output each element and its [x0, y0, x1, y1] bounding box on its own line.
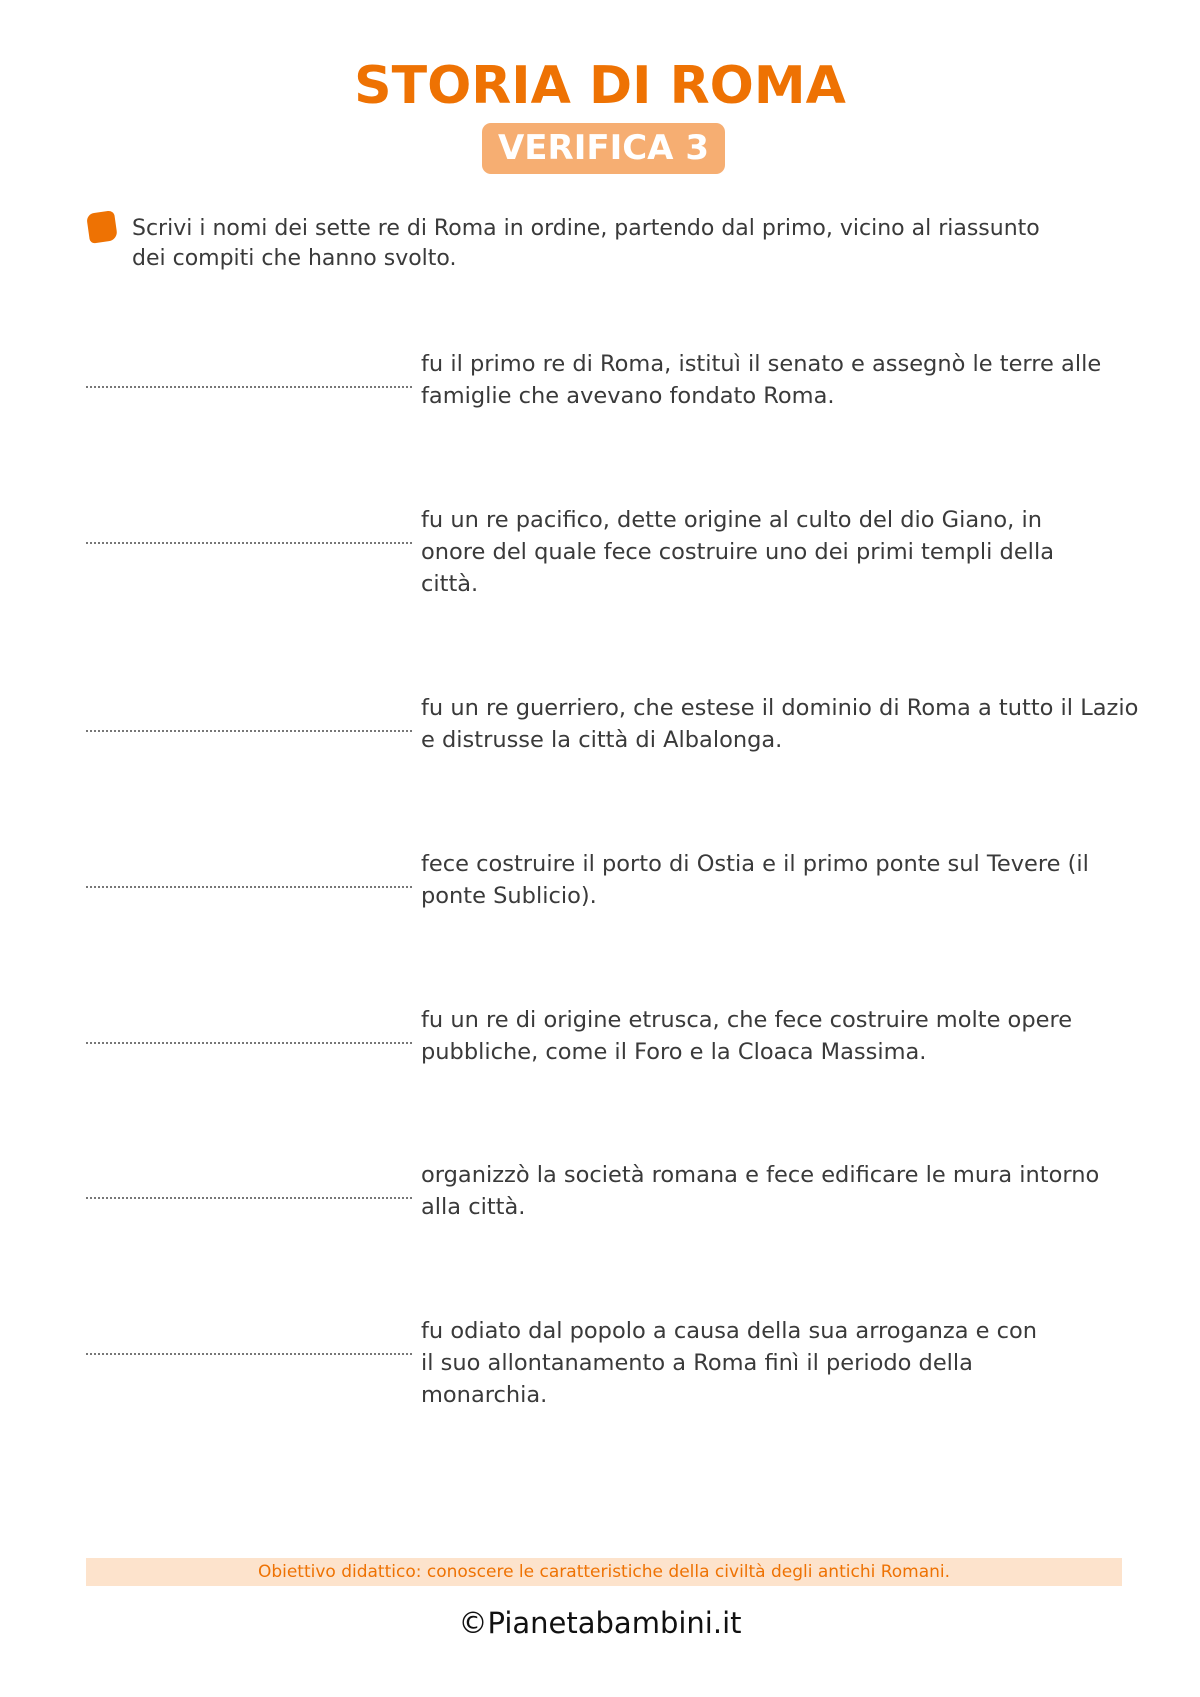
item-description: fu odiato dal popolo a causa della sua arroganza e con il suo allontanamento a Roma finì il periodo della monarchia. — [421, 1318, 1038, 1408]
item-description: fece costruire il porto di Ostia e il primo ponte sul Tevere (il ponte Sublicio). — [421, 851, 1089, 909]
instruction-text: Scrivi i nomi dei sette re di Roma in ordine, partendo dal primo, vicino al riassunto dei compiti che hanno svolto. — [132, 216, 1040, 271]
answer-blank-6[interactable] — [86, 1169, 412, 1199]
item-description: fu un re pacifico, dette origine al culto del dio Giano, in onore del quale fece costruire uno dei primi templi della città. — [421, 507, 1054, 597]
answer-blank-2[interactable] — [86, 514, 412, 544]
copyright: ©Pianetabambini.it — [458, 1606, 742, 1640]
item-description: fu un re guerriero, che estese il dominio di Roma a tutto il Lazio e distrusse la città di Albalonga. — [421, 695, 1139, 753]
answer-blank-4[interactable] — [86, 858, 412, 888]
item-description: fu il primo re di Roma, istituì il senato e assegnò le terre alle famiglie che avevano fondato Roma. — [421, 351, 1102, 409]
answer-blank-7[interactable] — [86, 1325, 412, 1355]
answer-blank-3[interactable] — [86, 702, 412, 732]
answer-blank-5[interactable] — [86, 1014, 412, 1044]
answer-blank-1[interactable] — [86, 358, 412, 388]
item-description: fu un re di origine etrusca, che fece costruire molte opere pubbliche, come il Foro e la Cloaca Massima. — [421, 1007, 1073, 1065]
learning-goal: Obiettivo didattico: conoscere le caratteristiche della civiltà degli antichi Romani. — [86, 1558, 1122, 1586]
test-badge: VERIFICA 3 — [482, 123, 725, 174]
bullet-square-icon — [86, 210, 118, 244]
item-description: organizzò la società romana e fece edificare le mura intorno alla città. — [421, 1162, 1100, 1220]
page-title: STORIA DI ROMA — [354, 56, 846, 116]
